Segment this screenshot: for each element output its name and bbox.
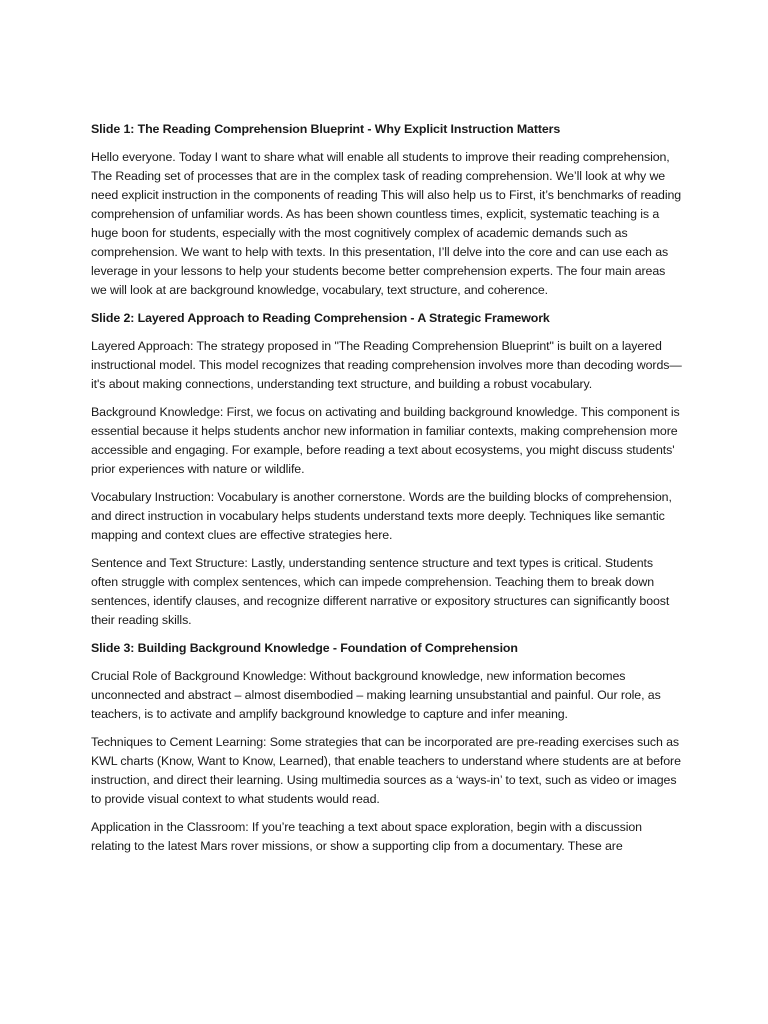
crucial-role-paragraph: Crucial Role of Background Knowledge: Without background knowledge, new information becomes unconnected and abstract – almost disembodied – making learning unsubstantial and painful. Our role, as teachers, is to activate and amplify background knowledge to capture and infer meaning. [91, 669, 661, 721]
document-page [91, 120, 683, 865]
sentence-structure-paragraph: Sentence and Text Structure: Lastly, understanding sentence structure and text types is critical. Students often struggle with complex sentences, which can impede comprehension. Teaching them to break down sentences, identify clauses, and recognize different narrative or expository structures can significantly boost their reading skills. [91, 556, 670, 627]
slide-1-heading: Slide 1: The Reading Comprehension Blueprint - Why Explicit Instruction Matters [91, 122, 561, 136]
slide-3-heading: Slide 3: Building Background Knowledge - Foundation of Comprehension [91, 641, 518, 655]
background-knowledge-paragraph: Background Knowledge: First, we focus on activating and building background knowledge. This component is essential because it helps students anchor new information in familiar contexts, making comprehension more accessible and engaging. For example, before reading a text about ecosystems, you might discuss students' prior experiences with nature or wildlife. [91, 405, 680, 476]
techniques-paragraph: Techniques to Cement Learning: Some strategies that can be incorporated are pre-reading exercises such as KWL charts (Know, Want to Know, Learned), that enable teachers to understand where students are at before instruction, and direct their learning. Using multimedia sources as a ‘ways-in’ to text, such as video or images to provide visual context to what students would read. [91, 735, 681, 806]
classroom-application-paragraph: Application in the Classroom: If you’re teaching a text about space exploration, begin with a discussion relating to the latest Mars rover missions, or show a supporting clip from a documentary. These are [91, 820, 642, 853]
vocabulary-instruction-paragraph: Vocabulary Instruction: Vocabulary is another cornerstone. Words are the building blocks of comprehension, and direct instruction in vocabulary helps students understand texts more deeply. Techniques like semantic mapping and context clues are effective strategies here. [91, 490, 672, 542]
slide-2-heading: Slide 2: Layered Approach to Reading Comprehension - A Strategic Framework [91, 311, 550, 325]
slide-1-intro-paragraph: Hello everyone. Today I want to share what will enable all students to improve their reading comprehension, The Reading set of processes that are in the complex task of reading comprehension. We’ll look at why we need explicit instruction in the components of reading This will also help us to First, it’s benchmarks of reading comprehension of unfamiliar words. As has been shown countless times, explicit, systematic teaching is a huge boon for students, especially with the most cognitively complex of academic demands such as comprehension. We want to help with texts. In this presentation, I’ll delve into the core and can use each as leverage in your lessons to help your students become better comprehension experts. The four main areas we will look at are background knowledge, vocabulary, text structure, and coherence. [91, 150, 682, 297]
layered-approach-paragraph: Layered Approach: The strategy proposed in "The Reading Comprehension Blueprint" is built on a layered instructional model. This model recognizes that reading comprehension involves more than decoding words—it's about making connections, understanding text structure, and building a robust vocabulary. [91, 339, 682, 391]
